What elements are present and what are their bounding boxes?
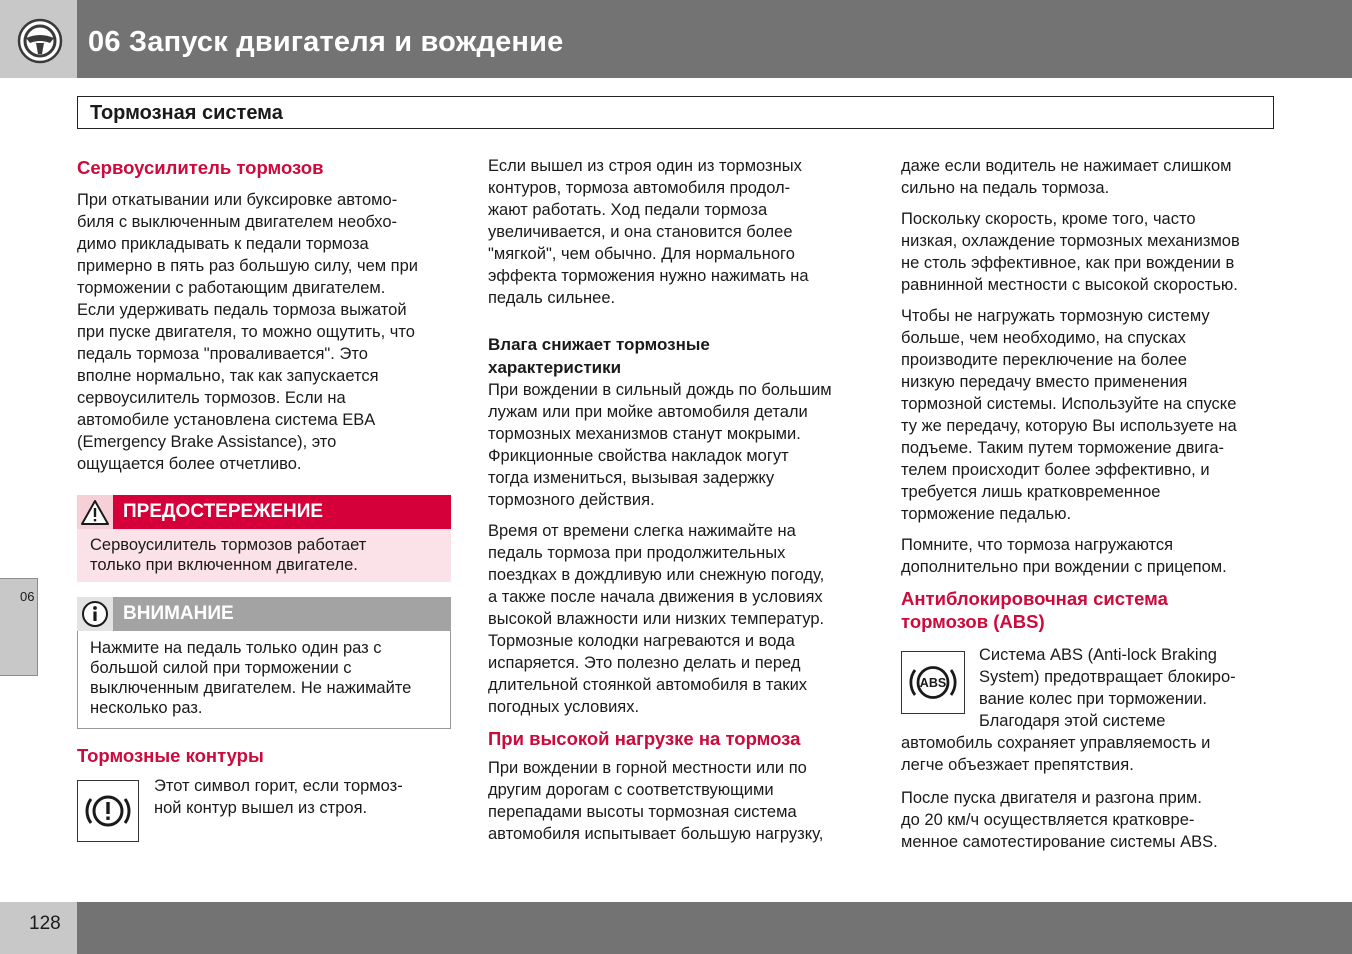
warning-header (77, 495, 451, 529)
warning-triangle-icon (77, 495, 113, 529)
steering-wheel-icon (17, 18, 63, 64)
column-2 (488, 155, 864, 845)
chapter-title: 06 Запуск двигателя и вождение (88, 26, 564, 58)
abs-icon (902, 652, 964, 713)
paragraph-brake-circuits: Этот символ горит, если тормоз- ной контур вышел из строя. (154, 777, 403, 817)
column-3 (901, 155, 1281, 633)
brake-circuit-symbol-box (77, 780, 139, 842)
heading-brake-circuits: Тормозные контуры (77, 745, 264, 766)
note-text: Нажмите на педаль только один раз с большой силой при торможении с выключенным двигателем. Не нажимайте несколько раз. (90, 639, 412, 717)
page-number: 128 (29, 913, 61, 934)
paragraph-abs-intro: Система ABS (Anti-lock Braking System) предотвращает блокиро- вание колес при торможении. Благодаря этой системе (979, 646, 1236, 730)
paragraph-circuit-failure: Если вышел из строя один из тормозных контуров, тормоза автомобиля продол- жают работать. Ход педали тормоза увеличивается, и она становится более "мягкой", чем обычно. Для нормального эффекта торможения нужно нажимать на педаль сильнее. (488, 157, 809, 307)
section-heading-box (77, 96, 1274, 129)
heading-moisture: Влага снижает тормозные характеристики (488, 335, 710, 377)
paragraph-trailer: Помните, что тормоза нагружаются дополнительно при вождении с прицепом. (901, 536, 1227, 576)
note-box (77, 597, 451, 729)
heading-brake-servo: Сервоусилитель тормозов (77, 157, 324, 178)
paragraph-high-load: При вождении в горной местности или по другим дорогам с соответствующими перепадами высоты тормозная система автомобиля испытывает большую нагрузку, (488, 759, 824, 843)
paragraph-brake-servo: При откатывании или буксировке автомо- биля с выключенным двигателем необхо- димо прикладывать к педали тормоза примерно в пять раз большую силу, чем при торможении с работающим двигателем. Если удерживать педаль тормоза выжатой при пуске двигателя, то можно ощутить, что педаль тормоза "проваливается". Это вполне нормально, так как запускается сервоусилитель тормозов. Если на автомобиле установлена система EBA (Emergency Brake Assistance), это ощущается более отчетливо. (77, 191, 418, 473)
paragraph-gear: Чтобы не нагружать тормозную систему больше, чем необходимо, на спусках производите переключение на более низкую передачу вместо применения тормозной системы. Используйте на спуске ту же передачу, которую Вы используете на подъеме. Таким путем торможение двига- телем происходит более эффективно, и требуется лишь кратковременное торможение педалью. (901, 307, 1237, 523)
column-1 (77, 155, 451, 475)
brake-warning-icon (78, 781, 138, 841)
paragraph-abs-cont: автомобиль сохраняет управляемость и легче объезжает препятствия. (901, 734, 1211, 774)
warning-box (77, 495, 451, 582)
info-icon (77, 597, 113, 631)
paragraph-moisture-2: Время от времени слегка нажимайте на педаль тормоза при продолжительных поездках в дождливую или снежную погоду, а также после начала движения в условиях высокой влажности или низких температур. Тормозные колодки нагреваются и вода испаряется. Это полезно делать и перед длительной стоянкой автомобиля в таких погодных условиях. (488, 522, 825, 716)
paragraph-abs-selftest: После пуска двигателя и разгона прим. до 20 км/ч осуществляется кратковре- менное самотестирование системы ABS. (901, 789, 1218, 851)
abs-icon-label: ABS (919, 676, 947, 690)
side-tab-label: 06 (20, 589, 35, 604)
abs-symbol-box (901, 651, 965, 714)
warning-text: Сервоусилитель тормозов работает только при включенном двигателе. (90, 536, 367, 574)
section-title: Тормозная система (90, 102, 283, 124)
paragraph-high-load-cont: даже если водитель не нажимает слишком сильно на педаль тормоза. (901, 157, 1232, 197)
heading-high-load: При высокой нагрузке на тормоза (488, 728, 801, 749)
paragraph-speed: Поскольку скорость, кроме того, часто низкая, охлаждение тормозных механизмов не столь эффективное, как при вождении в равнинной местности с высокой скоростью. (901, 210, 1240, 294)
heading-abs: Антиблокировочная система тормозов (ABS) (901, 588, 1168, 632)
note-title: ВНИМАНИЕ (123, 603, 234, 624)
chapter-side-tab[interactable] (0, 578, 38, 676)
paragraph-moisture-1: При вождении в сильный дождь по большим лужам или при мойке автомобиля детали тормозных механизмов станут мокрыми. Фрикционные свойства накладок могут тогда измениться, вызывая задержку тормозного действия. (488, 381, 832, 509)
warning-title: ПРЕДОСТЕРЕЖЕНИЕ (123, 501, 324, 522)
header-logo-panel (0, 0, 77, 78)
footer-bar (77, 902, 1352, 954)
note-header (77, 597, 451, 631)
